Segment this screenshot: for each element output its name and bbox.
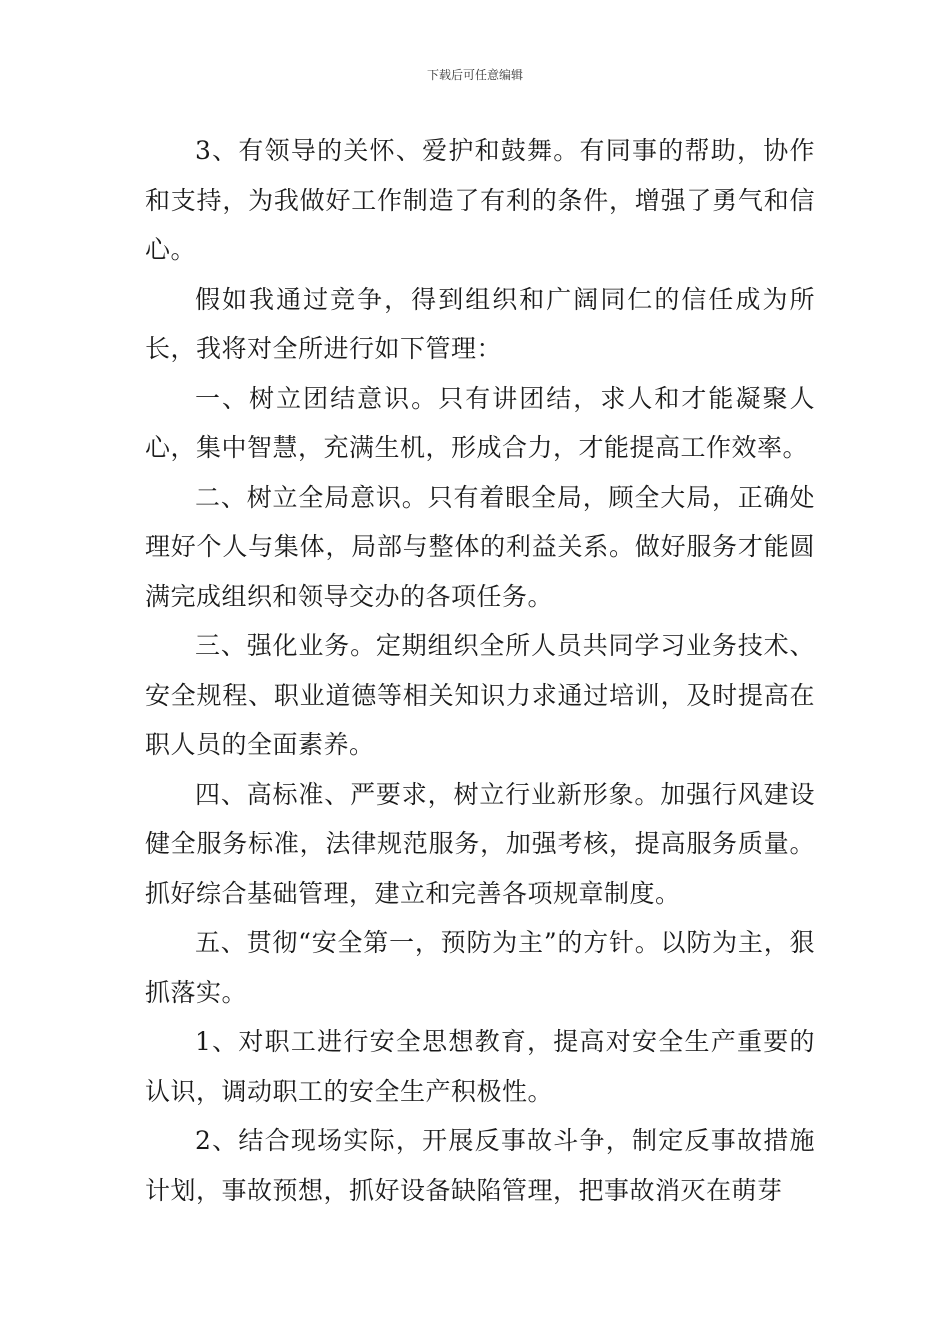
paragraph-strengthen-business: 三、强化业务。定期组织全所人员共同学习业务技术、安全规程、职业道德等相关知识力求通过培训，及时提高在职人员的全面素养。 <box>145 631 815 759</box>
paragraph-safety-first: 五、贯彻“安全第一，预防为主”的方针。以防为主，狠抓落实。 <box>145 928 815 1007</box>
paragraph-high-standards: 四、高标准、严要求，树立行业新形象。加强行风建设健全服务标准，法律规范服务，加强考核，提高服务质量。抓好综合基础管理，建立和完善各项规章制度。 <box>145 779 815 908</box>
paragraph-overall-awareness: 二、树立全局意识。只有着眼全局，顾全大局，正确处理好个人与集体，局部与整体的利益关系。做好服务才能圆满完成组织和领导交办的各项任务。 <box>145 482 815 611</box>
paragraph-unity-awareness: 一、树立团结意识。只有讲团结，求人和才能凝聚人心，集中智慧，充满生机，形成合力，才能提高工作效率。 <box>145 383 815 462</box>
paragraph-anti-accident: 2、结合现场实际，开展反事故斗争，制定反事故措施计划，事故预想，抓好设备缺陷管理，把事故消灭在萌芽 <box>145 1126 815 1205</box>
document-body <box>145 126 815 1215</box>
paragraph-item-3-support: 3、有领导的关怀、爱护和鼓舞。有同事的帮助，协作和支持，为我做好工作制造了有利的条件，增强了勇气和信心。 <box>145 136 815 264</box>
paragraph-safety-education: 1、对职工进行安全思想教育，提高对安全生产重要的认识，调动职工的安全生产积极性。 <box>145 1027 815 1106</box>
paragraph-intro-management: 假如我通过竞争，得到组织和广阔同仁的信任成为所长，我将对全所进行如下管理： <box>145 284 815 363</box>
page-header: 下载后可任意编辑 <box>426 68 523 82</box>
